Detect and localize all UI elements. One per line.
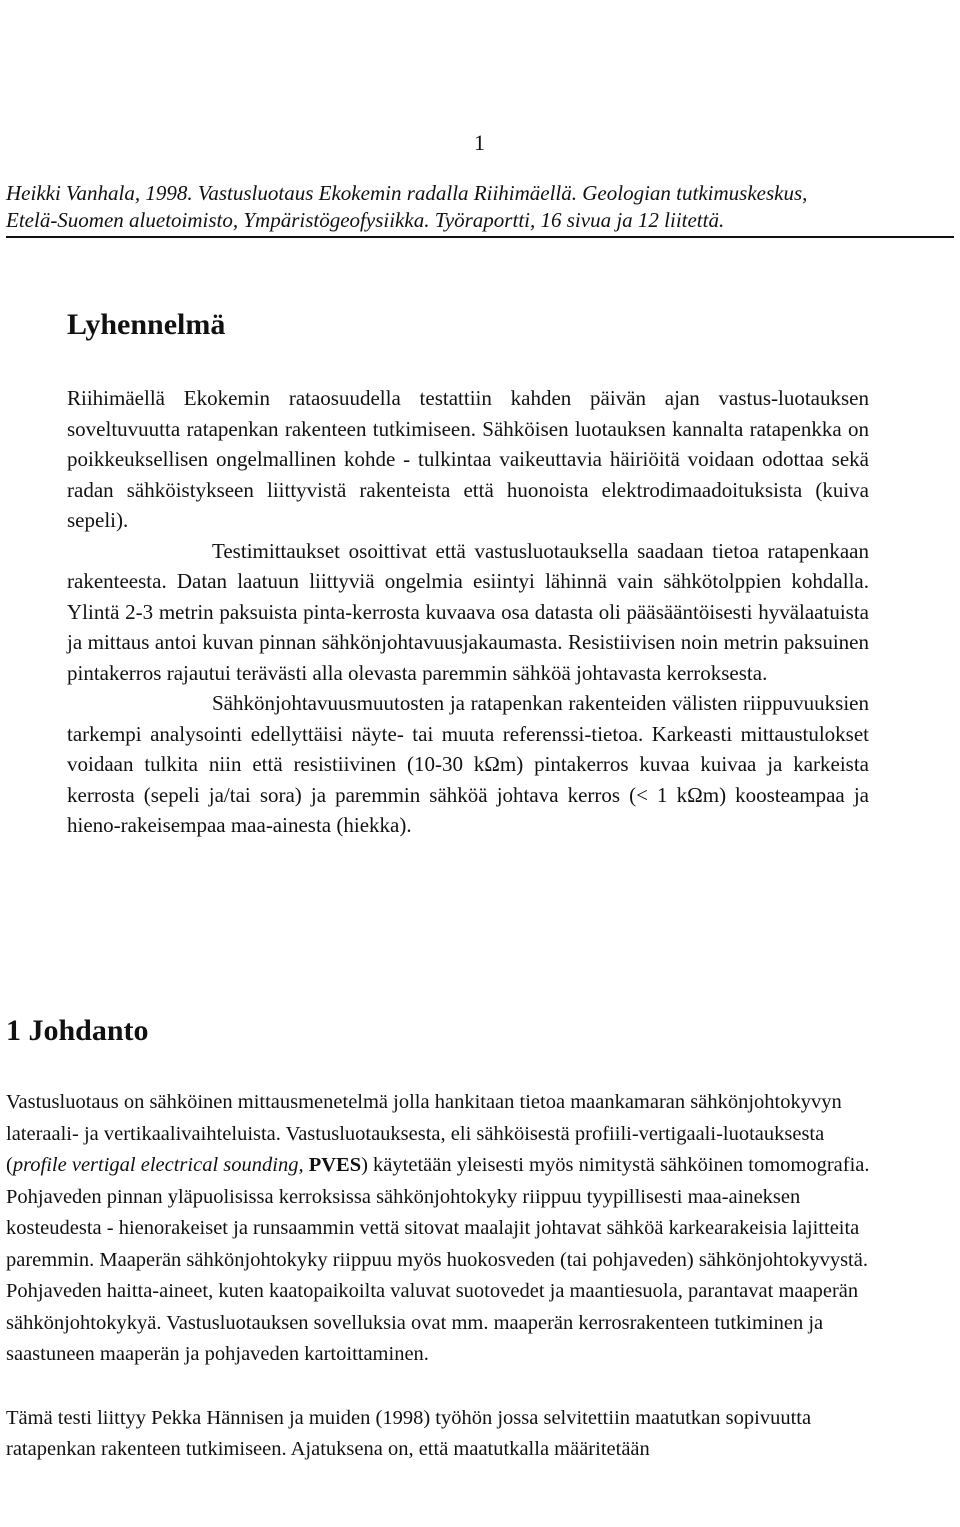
- introduction-paragraph-1: [6, 1087, 886, 1371]
- intro-p1-text-a: Vastusluotaus on sähköinen mittausmenetelmä jolla hankitaan tietoa maankamaran sähkönjohtokyvyn lateraali- ja vertikaalivaihteluista. Vastusluotauksesta, eli sähköisestä profiili-vertigaali-luotauksesta (: [6, 1091, 842, 1176]
- introduction-paragraph-2: Tämä testi liittyy Pekka Hännisen ja muiden (1998) työhön jossa selvitettiin maatutkan sopivuutta ratapenkan rakenteen tutkimiseen. Ajatuksena on, että maatutkalla määritetään: [6, 1406, 812, 1460]
- page-number: 1: [474, 130, 485, 155]
- abstract-body: [67, 383, 869, 841]
- introduction-heading: 1 Johdanto: [6, 1014, 149, 1047]
- citation-line-2: Etelä-Suomen aluetoimisto, Ympäristögeofysiikka. Työraportti, 16 sivua ja 12 liitettä.: [6, 208, 725, 232]
- citation-line-1: Heikki Vanhala, 1998. Vastusluotaus Ekokemin radalla Riihimäellä. Geologian tutkimuskeskus,: [6, 181, 808, 205]
- abstract-paragraph-2: Testimittaukset osoittivat että vastusluotauksella saadaan tietoa ratapenkaan rakenteesta. Datan laatuun liittyviä ongelmia esiintyi lähinnä vain sähkötolppien kohdalla. Ylintä 2-3 metrin paksuista pinta-kerrosta kuvaava osa datasta oli pääsääntöisesti hyvälaatuista ja mittaus antoi kuvan pinnan sähkönjohtavuusjakaumasta. Resistiivisen noin metrin paksuinen pintakerros rajautui terävästi alla olevasta paremmin sähköä johtavasta kerroksesta.: [67, 538, 869, 685]
- intro-p1-term: profile vertigal electrical sounding,: [12, 1154, 304, 1176]
- abstract-paragraph-3: Sähkönjohtavuusmuutosten ja ratapenkan rakenteiden välisten riippuvuuksien tarkempi analysointi edellyttäisi näyte- tai muuta referenssi-tietoa. Karkeasti mittaustulokset voidaan tulkita niin että resistiivinen (10-30 kΩm) pintakerros kuvaa kuivaa ja karkeista kerrosta (sepeli ja/tai sora) ja paremmin sähköä johtava kerros (< 1 kΩm) koosteampaa ja hieno-rakeisempaa maa-ainesta (hiekka).: [67, 691, 869, 837]
- header-divider: [6, 236, 954, 238]
- intro-p1-abbr: PVES: [308, 1154, 362, 1176]
- intro-p1-text-b: ) käytetään yleisesti myös nimitystä sähköinen tomomografia. Pohjaveden pinnan yläpuolisissa kerroksissa sähkönjohtokyky riippuu tyypillisesti maa-aineksen kosteudesta - hienorakeiset ja runsaammin vettä sitovat maalajit johtavat sähköä karkearakeisia lajitteita paremmin. Maaperän sähkönjohtokyky riippuu myös huokosveden (tai pohjaveden) sähkönjohtokyvystä. Pohjaveden haitta-aineet, kuten kaatopaikoilta valuvat suotovedet ja maantiesuola, parantavat maaperän sähkönjohtokykyä. Vastusluotauksen sovelluksia ovat mm. maaperän kerrosrakenteen tutkiminen ja saastuneen maaperän ja pohjaveden kartoittaminen.: [6, 1154, 870, 1365]
- citation: [6, 180, 954, 234]
- abstract-heading: Lyhennelmä: [67, 308, 226, 341]
- introduction-body: [6, 1087, 886, 1466]
- abstract-paragraph-1: Riihimäellä Ekokemin rataosuudella testattiin kahden päivän ajan vastus-luotauksen soveltuvuutta ratapenkan rakenteen tutkimiseen. Sähköisen luotauksen kannalta ratapenkka on poikkeuksellisen ongelmallinen kohde - tulkintaa vaikeuttavia häiriöitä voidaan odottaa sekä radan sähköistykseen liittyvistä rakenteista että huonoista elektrodimaadoituksista (kuiva sepeli).: [67, 386, 869, 532]
